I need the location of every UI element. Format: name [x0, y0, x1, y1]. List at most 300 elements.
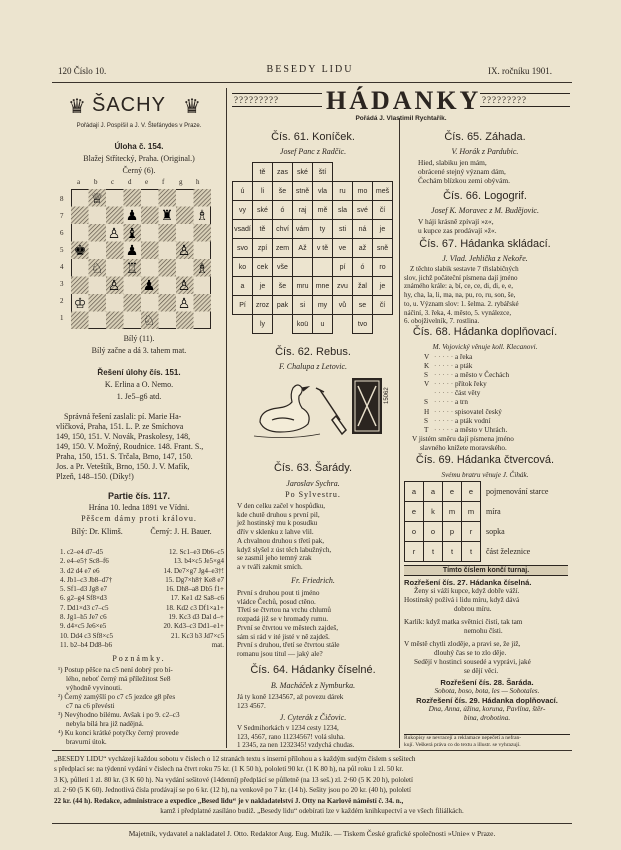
- problem-author: Blažej Střítecký, Praha. (Original.): [83, 154, 195, 163]
- row-letter: K: [424, 362, 430, 371]
- knight-grid-row: [233, 220, 393, 239]
- knight-grid-cell: čí: [373, 296, 393, 315]
- crown-icon: ♛: [68, 96, 86, 118]
- move-row: [60, 622, 224, 631]
- solution-text: Hostinský požívá i lidu míru, když dává: [404, 596, 520, 604]
- knight-grid-cell: je: [373, 277, 393, 296]
- knight-grid-cell: vla: [313, 182, 333, 201]
- fill-row: V · · · · · a řeka: [424, 353, 473, 361]
- white-rook-icon: ♖: [125, 260, 139, 276]
- black-king-icon: ♚: [73, 242, 87, 258]
- game-notes: [58, 666, 224, 747]
- solution-heading: Rozřešení čís. 28. Šaráda.: [440, 678, 534, 687]
- imprint: Majetník, vydavatel a nakladatel J. Otto. Redaktor Aug. Eug. Mužík. — Tiskem České grafické společnosti »Unie« v Praze.: [128, 829, 496, 838]
- footer-line: 3 K), půlletí 1 zl. 80 kr. (3 K 60 h). Na vydání sešitové (14denní) předplácí se půlletně (na 13 seš.) zl. 2·60 (5 K 20 h), pololetí: [54, 775, 413, 784]
- poem-1: [237, 502, 397, 572]
- text-line: to, u. Význam slov: 1. šelma. 2. rybářské: [404, 299, 519, 308]
- knight-grid-row: [233, 239, 393, 258]
- note-line: lého, neboť černý má příležitost Se8: [66, 675, 171, 683]
- move: 1. c2–e4 d7–d5: [60, 548, 103, 556]
- square-meaning: míra: [486, 507, 501, 516]
- solvers-line: Správná řešení zaslali: pí. Marie Ha-: [64, 412, 182, 421]
- note-line: ³) Nevýhodno bílému. Avšak i po 9. c2–c3: [58, 711, 180, 719]
- notes-title: Poznámky.: [112, 654, 166, 663]
- knight-grid-cell: vy: [233, 201, 253, 220]
- square-grid-row: [405, 482, 481, 502]
- chess-board: [71, 189, 211, 329]
- knight-grid-cell: sně: [373, 239, 393, 258]
- solution-text: Karlík: když matka světnici čistí, tak tam: [404, 618, 523, 626]
- poem-line: V den celku začel v hospůdku,: [237, 502, 326, 510]
- note-line: c7 na c6 převésti: [66, 702, 115, 710]
- knight-grid-cell: ú: [233, 182, 253, 201]
- square-meaning: část železnice: [486, 547, 531, 556]
- puzzle-62-author: F. Chalupa z Letovic.: [278, 362, 348, 371]
- knight-grid-cell: tě: [253, 220, 273, 239]
- knight-grid-cell: pak: [273, 296, 293, 315]
- knight-grid-cell: mru: [293, 277, 313, 296]
- poem-line: sám si rád v ité jisté v ně zajdeš.: [237, 632, 330, 641]
- knight-grid-cell: zas: [273, 163, 293, 182]
- problem-title: Úloha č. 154.: [114, 142, 164, 151]
- row-meaning: přítok řeky: [454, 380, 487, 389]
- move: 12. Sc1–e3 Db6–c5: [168, 548, 224, 556]
- solvers-line: Praha, 150, 151. S. Trčala, Brno, 147, 150.: [56, 452, 193, 461]
- move: 14. De7×g7 Jg4–e3†!: [163, 566, 224, 575]
- white-player: Bílý: Dr. Klimš.: [71, 527, 123, 536]
- problem-task: Bílý začne a dá 3. tahem mat.: [91, 346, 187, 355]
- knight-grid-cell: u: [313, 315, 333, 334]
- puzzle-67-title: Čís. 67. Hádanka skládací.: [419, 238, 551, 250]
- rank-label: 2: [60, 297, 64, 305]
- puzzle-66-title: Čís. 66. Logogrif.: [443, 190, 527, 202]
- solution-text: dobrou míru.: [454, 605, 492, 613]
- poem-1-title: Po Sylvestru.: [285, 490, 341, 499]
- knight-grid-cell: tě: [253, 163, 273, 182]
- move: 4. Jb1–c3 Jb8–d7†: [60, 575, 113, 584]
- puzzle-61-title: Čís. 61. Koníček.: [271, 131, 355, 143]
- footer-rule: [52, 750, 572, 751]
- move-row: [60, 632, 224, 641]
- square-grid-row: [405, 502, 481, 522]
- move: 10. Dd4 c3 Sf8×c5: [60, 631, 113, 640]
- fineprint-line: Rukopisy se nevracejí a reklamace nepečetí a nefran-: [404, 735, 522, 741]
- square-grid-cell: a: [424, 482, 443, 502]
- square-meaning: sopka: [486, 527, 505, 536]
- knight-grid-cell: [353, 163, 373, 182]
- knight-grid-cell: [313, 258, 333, 277]
- square-meaning: pojmenování starce: [486, 487, 549, 496]
- poem-line: První s druhou, třetí se čtvrtou stále: [237, 641, 340, 650]
- knight-grid-cell: v tě: [313, 239, 333, 258]
- knight-grid-row: [233, 315, 393, 334]
- knight-grid-cell: [333, 163, 353, 182]
- note-line: ¹) Postup pěšce na c5 není dobrý pro bí-: [58, 666, 173, 674]
- square-grid-cell: t: [424, 542, 443, 562]
- square-grid-cell: o: [424, 522, 443, 542]
- white-pawn-icon: ♙: [177, 295, 191, 311]
- move-row: [60, 576, 224, 585]
- footer-line: 22 kr. (44 h). Redakce, administrace a expedice „Besed lidu“ je v nakladatelství J. Otty na Karlově náměstí č. 34. n.,: [54, 796, 404, 805]
- white-knight-icon: ♘: [142, 312, 156, 328]
- file-label: g: [179, 178, 183, 186]
- knight-tour-grid: [232, 162, 396, 342]
- knight-grid-cell: ru: [333, 182, 353, 201]
- knight-grid-cell: ó: [273, 201, 293, 220]
- move: 16. Dh8–a8 Db5 f1+: [166, 585, 224, 594]
- puzzle-65-text: [418, 158, 568, 185]
- puzzle-66-text: [418, 217, 568, 235]
- footer-line: s předplací se: na týdenní vydání v čislech na čtvrt roku 75 kr. (1 K 50 h), pololetí 90 kr. (1 K 80 h), na půl roku 1 zl. 50 kr.: [54, 765, 404, 774]
- knight-grid-cell: se: [353, 296, 373, 315]
- knight-grid-cell: vsadí: [233, 220, 253, 239]
- black-bishop-icon: ♝: [125, 225, 139, 241]
- black-label: Černý (6).: [122, 166, 156, 175]
- move-row: [60, 604, 224, 613]
- knight-grid-cell: [273, 315, 293, 334]
- knight-grid-cell: je: [373, 220, 393, 239]
- solution-text: dlouhý čas se to zlo děje.: [434, 649, 507, 657]
- note-line: výhodně vyvinouti.: [66, 684, 122, 692]
- puzzle-68-author: M. Vojovický věnuje koll. Klecanovi.: [432, 343, 538, 351]
- row-meaning: a město v Čechách: [454, 371, 510, 380]
- puzzle-64-author-2: J. Cyterák z Čičovic.: [279, 713, 347, 722]
- text-line: slov, jichž počáteční písmena dají jméno: [404, 273, 518, 282]
- puzzle-64-author: B. Macháček z Nymburka.: [270, 681, 356, 690]
- row-meaning: a pták: [454, 362, 473, 371]
- square-grid-cell: o: [405, 522, 424, 542]
- poem-line: se zasmil jeho temný zrak: [237, 554, 312, 563]
- text-line: Z těchto slabik sestavte 7 třislabičných: [410, 265, 519, 273]
- row-meaning: spisovatel český: [454, 407, 502, 416]
- puzzle-69-title: Čís. 69. Hádanka čtvercová.: [415, 454, 555, 466]
- move: 17. Ke1 d2 Sa8–c6: [170, 594, 224, 603]
- knight-grid-cell: meš: [373, 182, 393, 201]
- rank-label: 5: [60, 246, 64, 254]
- text-line: Hied, slabiku jen mám,: [418, 158, 487, 167]
- file-label: a: [77, 178, 81, 186]
- riddles-editor: Pořádá J. Vlastimil Rychtařík.: [355, 115, 447, 122]
- puzzle-68-note: [412, 435, 570, 453]
- volume-info: IX. ročníku 1901.: [488, 66, 552, 76]
- chess-title: ŠACHY: [92, 94, 166, 116]
- note-line: bravurní útok.: [66, 738, 107, 746]
- rank-labels: [60, 191, 70, 331]
- knight-grid-row: [233, 277, 393, 296]
- row-letter: T: [424, 425, 429, 434]
- solution-text: se dějí věci.: [464, 667, 499, 675]
- solution-text: Sobota, boso, bota, les — Sobotales.: [434, 687, 540, 695]
- puzzle-63-title: Čís. 63. Šarády.: [273, 462, 353, 474]
- text-line: Já ty koně 1234567, až povezu dárek: [237, 693, 344, 701]
- puzzle-64-text: [237, 693, 397, 710]
- fill-row: T · · · · · a město v Uhrách.: [424, 425, 508, 434]
- black-rook-icon: ♜: [160, 207, 174, 223]
- white-pawn-icon: ♙: [177, 242, 191, 258]
- file-label: h: [196, 178, 200, 186]
- chess-title-block: [58, 94, 223, 116]
- knight-grid-row: [233, 258, 393, 277]
- move-row: [60, 594, 224, 603]
- knight-grid-cell: zem: [273, 239, 293, 258]
- solvers-line: 149, 150, 151. V. Novák, Praskolesy, 148,: [56, 432, 191, 441]
- knight-grid-cell: ko: [233, 258, 253, 277]
- game-opening: Pěšcem dámy proti královu.: [81, 514, 197, 523]
- knight-grid-cell: je: [253, 277, 273, 296]
- move: 3. d2 d4 e7 e6: [60, 566, 100, 575]
- knight-grid-cell: [233, 163, 253, 182]
- rebus-picture: [250, 374, 390, 444]
- knight-grid-cell: ští: [313, 163, 333, 182]
- rank-label: 7: [60, 212, 64, 220]
- solution-heading: Rozřešení čís. 27. Hádanka číselná.: [404, 578, 532, 587]
- knight-grid-cell: vše: [273, 258, 293, 277]
- text-line: obrácené stejný význam dám,: [418, 167, 506, 176]
- solution-text: nemohu čísti.: [464, 627, 503, 635]
- row-letter: S: [424, 398, 428, 407]
- puzzle-67-text: [404, 265, 570, 326]
- column-divider-left: [226, 88, 227, 748]
- solution-line: K. Erlina a O. Nemo.: [104, 380, 174, 389]
- page-number: 120 Číslo 10.: [58, 66, 107, 76]
- question-bar-right: [480, 93, 570, 107]
- white-pawn-icon: ♙: [107, 277, 121, 293]
- move-row: [60, 585, 224, 594]
- knight-grid-cell: zroz: [253, 296, 273, 315]
- knight-grid-cell: [293, 258, 313, 277]
- white-queen-icon: ♕: [90, 190, 104, 206]
- card-icon: [352, 378, 382, 434]
- text-line: náčiní, 3. řeka, 4. město, 5. vynálezce,: [404, 308, 512, 317]
- solvers-line: 149, 150. V. Možný, Roudnice. 148. Frant. S.,: [56, 442, 204, 451]
- note-line: ⁴) Ku konci krátké potyčky černý provede: [58, 729, 179, 737]
- puzzle-64-text-2: [237, 724, 399, 750]
- footer-line: kamž i předplatné zasíláno budiž. „Besedy lidu“ odebírati lze v každém knihkupectví a ve všech filiálkách.: [160, 807, 464, 816]
- rank-label: 6: [60, 229, 64, 237]
- row-meaning: a město v Uhrách.: [454, 425, 508, 434]
- knight-grid-cell: [233, 315, 253, 334]
- knight-grid-row: [233, 201, 393, 220]
- knight-grid-cell: až: [353, 239, 373, 258]
- fill-row: H · · · · · spisovatel český: [424, 407, 502, 416]
- poem-line: První s druhou pout ti jméno: [237, 589, 320, 597]
- solution-text: Ženy si váží kupce, když dobře váží.: [414, 587, 520, 595]
- knight-grid-cell: tvo: [353, 315, 373, 334]
- text-line: 6. obojživelník, 7. rostlina.: [404, 317, 480, 326]
- knight-grid-cell: my: [313, 296, 333, 315]
- text-line: známého krále: a, bí, ce, ce, di, di, e, e,: [404, 282, 514, 291]
- move: 21. Kc3 b3 Jd7×c5: [171, 631, 224, 640]
- subscription-info: [54, 754, 570, 816]
- move: 6. g2–g4 Sf8×d3: [60, 594, 107, 603]
- header-rule: [52, 82, 572, 83]
- fill-row: S · · · · · a pták vodní: [424, 416, 491, 425]
- row-letter: V: [424, 380, 430, 389]
- file-label: e: [145, 178, 149, 186]
- move-row: [60, 557, 224, 566]
- square-grid-cell: m: [462, 502, 481, 522]
- solvers-line: Jos. a Pr. Veteštík, Brno, 150. J. V. Mafík,: [56, 462, 190, 471]
- row-meaning: a řeka: [454, 353, 473, 361]
- puzzle-66-author: Josef K. Moravec z M. Budějovic.: [431, 206, 539, 215]
- white-pawn-icon: ♙: [177, 277, 191, 293]
- black-pawn-icon: ♟: [125, 242, 139, 258]
- square-grid-cell: r: [405, 542, 424, 562]
- puzzle-62-title: Čís. 62. Rebus.: [275, 346, 351, 358]
- poem-line: vládce Čechů, posud ctěno.: [237, 597, 316, 606]
- square-grid-cell: p: [443, 522, 462, 542]
- move: 2. e4–e5† Sc8–f6: [60, 557, 109, 566]
- text-line: V Sedmihorkách v 1234 cesty 1234,: [237, 724, 339, 732]
- text-line: 1 2345, za nen 1232345! vzdychá chudas.: [237, 741, 355, 750]
- knight-grid-cell: li: [253, 182, 273, 201]
- masthead: BESEDY LIDU: [266, 64, 354, 75]
- footer-line: „BESEDY LIDU“ vycházejí každou sobotu v čislech o 12 stranách textu s inserní přílohou a s každým sudým číslem s sešitech: [54, 755, 416, 763]
- knight-grid-cell: ské: [293, 163, 313, 182]
- knight-grid-row: [233, 182, 393, 201]
- white-label: Bílý (11).: [123, 334, 155, 343]
- square-grid-cell: k: [424, 502, 443, 522]
- square-grid: [404, 481, 481, 562]
- move-row: [60, 641, 224, 650]
- square-grid-cell: t: [462, 542, 481, 562]
- move: 8. Jg1–h5 Je7 c6: [60, 613, 107, 622]
- knight-grid-row: [233, 296, 393, 315]
- poem-2: [237, 589, 397, 659]
- knight-grid-cell: Pí: [233, 296, 253, 315]
- knight-grid-cell: žal: [353, 277, 373, 296]
- knight-grid-cell: mě: [313, 201, 333, 220]
- solution-title: Řešení úlohy čís. 151.: [97, 368, 181, 377]
- square-puzzle: [404, 481, 570, 563]
- knight-grid-cell: zpí: [253, 239, 273, 258]
- knight-grid-cell: vů: [333, 296, 353, 315]
- move: 11. b2–b4 Dd8–b6: [60, 640, 113, 649]
- square-grid-cell: e: [443, 482, 462, 502]
- knight-grid-cell: stně: [293, 182, 313, 201]
- knight-grid-cell: [373, 315, 393, 334]
- rank-label: 4: [60, 263, 64, 271]
- knight-grid-cell: [333, 315, 353, 334]
- chess-editors: Pořádají J. Pospíšil a J. V. Štefánydes v Praze.: [76, 123, 202, 129]
- knight-grid-cell: mo: [353, 182, 373, 201]
- move: 7. Dd1×d3 c7–c5: [60, 603, 109, 612]
- question-marks: ?????????: [234, 95, 279, 105]
- knight-grid-cell: še: [273, 182, 293, 201]
- solution-text: Dna, Anna, úžina, koruna, Pavlína, štěr-: [428, 705, 546, 713]
- move: 19. Kc3 d3 Dal d–+: [168, 613, 224, 622]
- white-pawn-icon: ♙: [107, 225, 121, 241]
- poem-line: První se čtvrtou ve městech zajdeš,: [237, 623, 338, 632]
- black-player: Černý: J. H. Bauer.: [150, 527, 212, 536]
- row-letter: H: [424, 407, 430, 416]
- puzzle-69-author: Svému bratru věnuje J. Čihák.: [441, 471, 529, 479]
- knight-grid-cell: mne: [313, 277, 333, 296]
- goose-icon: [254, 385, 320, 438]
- crown-icon: ♛: [183, 96, 201, 118]
- knight-grid-cell: si: [293, 296, 313, 315]
- move-row: [60, 567, 224, 576]
- puzzle-65-author: V. Horák z Pardubic.: [451, 147, 519, 156]
- knight-grid-cell: ó: [353, 258, 373, 277]
- file-label: d: [128, 178, 132, 186]
- square-grid-row: [405, 522, 481, 542]
- white-knight-icon: ♘: [90, 260, 104, 276]
- move: 18. Kd2 c3 Df1×a1+: [165, 603, 224, 612]
- solutions-block: [404, 578, 570, 723]
- solution-heading: Rozřešení čís. 29. Hádanka doplňovací.: [416, 696, 558, 705]
- file-label: b: [94, 178, 98, 186]
- poem-line: A chvalnou druhou s třetí pak,: [237, 536, 325, 545]
- row-letter: S: [424, 371, 428, 380]
- knight-grid-cell: raj: [293, 201, 313, 220]
- square-grid-cell: e: [405, 502, 424, 522]
- note-line: ²) Černý zamýšlí po c7 c5 jezdce g8 přes: [58, 693, 176, 701]
- poem-line: dřív v sklenku z lahve vlil.: [237, 528, 314, 537]
- solution-text: bina, drobotina.: [463, 714, 511, 722]
- file-label: c: [111, 178, 115, 186]
- poem-line: romanu jsou titul — jaký ale?: [237, 649, 323, 658]
- knight-grid-cell: své: [353, 201, 373, 220]
- text-line: V jistém směru dají písmena jméno: [412, 435, 514, 443]
- game-moves: [60, 548, 224, 650]
- poem-line: kde chutě druhou s první pil,: [237, 510, 320, 519]
- black-pawn-icon: ♟: [125, 207, 139, 223]
- row-letter: V: [424, 353, 430, 361]
- row-meaning: a pták vodní: [454, 416, 491, 425]
- solvers-line: Plzeň, 148–150. (Díky!): [56, 472, 134, 481]
- rebus-number: 15062: [384, 387, 390, 404]
- knight-grid-cell: sti: [333, 220, 353, 239]
- puzzle-61-author: Josef Panc z Radčic.: [279, 147, 347, 156]
- solution-text: Sedějí v hostinci sousedé a vyprávi, jaké: [414, 658, 531, 666]
- square-grid-row: [405, 542, 481, 562]
- knight-grid-cell: ty: [313, 220, 333, 239]
- move: 13. b4×c5 Je5×g4: [173, 557, 224, 566]
- question-marks: ?????????: [482, 95, 527, 105]
- puzzle-68-list: [424, 353, 570, 435]
- row-meaning: a trn: [454, 398, 468, 407]
- square-grid-cell: e: [462, 482, 481, 502]
- fill-row: · · · · · část věty: [434, 389, 481, 398]
- move: mat.: [211, 640, 224, 649]
- question-bar-left: [232, 93, 322, 107]
- knight-grid-cell: ná: [353, 220, 373, 239]
- rank-label: 8: [60, 195, 64, 203]
- puzzle-63-author: Jaroslav Sychra.: [286, 479, 340, 488]
- shovel-icon: [316, 388, 346, 434]
- puzzle-65-title: Čís. 65. Záhada.: [444, 131, 526, 143]
- knight-grid-cell: vám: [293, 220, 313, 239]
- rank-label: 1: [60, 314, 64, 322]
- poem-line: jež hostinský mu k posudku: [237, 519, 318, 528]
- move: 5. Sf1–d3 Jg8 e7: [60, 585, 108, 594]
- knight-grid-cell: ly: [253, 315, 273, 334]
- file-label: f: [162, 178, 165, 186]
- knight-grid-cell: čí: [373, 201, 393, 220]
- riddles-title-block: [232, 88, 570, 116]
- move-row: [60, 548, 224, 557]
- poem-line: a v tváři zakmit smích.: [237, 562, 303, 571]
- solvers-list: [56, 412, 224, 482]
- riddles-title: HÁDANKY: [326, 86, 482, 115]
- text-line: 123 4567.: [237, 701, 266, 710]
- knight-grid-cell: cek: [253, 258, 273, 277]
- puzzle-67-author: J. Vlad. Jehlička z Nekoře.: [442, 254, 528, 263]
- solution-text: V městě chytli zloděje, a pravi se, že již,: [404, 640, 521, 648]
- knight-grid-cell: sla: [333, 201, 353, 220]
- text-line: Čechám blízkou zemi obývám.: [418, 176, 510, 185]
